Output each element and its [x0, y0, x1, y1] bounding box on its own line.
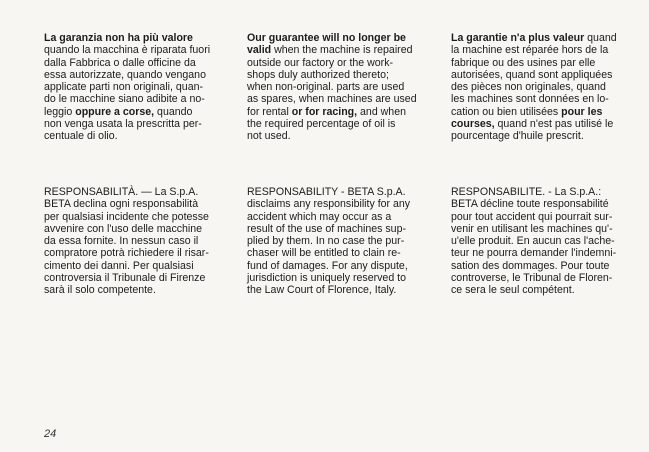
text-segment: applicate parti non originali, quan-	[44, 81, 204, 94]
text-segment: sation des dommages. Pour toute	[451, 259, 610, 272]
paragraph-line	[451, 235, 641, 247]
text-segment: essa autorizzate, quando vengano	[44, 68, 206, 81]
text-segment: result of the use of machines sup-	[247, 222, 406, 235]
text-segment: dalla Fabbrica o dalle officine da	[44, 56, 196, 69]
paragraph-line	[247, 186, 437, 198]
paragraph-line	[451, 57, 641, 69]
text-segment: leggio	[44, 105, 76, 118]
paragraph-line	[247, 211, 437, 223]
text-segment: shops duly authorized thereto;	[247, 68, 389, 81]
text-segment: and when	[357, 105, 406, 118]
text-segment: venir en utilisant les machines qu'-	[451, 222, 613, 235]
paragraph-line	[451, 69, 641, 81]
text-segment: outside our factory or the work-	[247, 56, 394, 69]
paragraph-line	[44, 44, 234, 56]
paragraph-line	[247, 223, 437, 235]
paragraph-line	[44, 130, 234, 142]
text-segment: u'elle produit. En aucun cas l'ache-	[451, 235, 615, 248]
paragraph-line	[44, 284, 234, 296]
paragraph-line	[247, 69, 437, 81]
paragraph-line	[247, 198, 437, 210]
text-segment: per qualsiasi incidente che potesse	[44, 210, 209, 223]
paragraph-line	[44, 223, 234, 235]
text-segment: centuale di olio.	[44, 130, 118, 143]
responsibility-french	[451, 186, 641, 297]
text-segment: cimento dei danni. Per qualsiasi	[44, 259, 194, 272]
text-segment: da essa fornite. In nessun caso il	[44, 235, 199, 248]
responsibility-italian	[44, 186, 234, 297]
paragraph-line	[247, 118, 437, 130]
text-segment: BETA declina ogni responsabilità	[44, 198, 199, 211]
text-segment: RESPONSABILITÀ. — La S.p.A.	[44, 186, 199, 198]
paragraph-line	[44, 81, 234, 93]
paragraph-line	[451, 93, 641, 105]
paragraph-line	[451, 118, 641, 130]
responsibility-english	[247, 186, 437, 297]
text-segment: teur ne pourra demander l'indemni-	[451, 247, 617, 260]
text-segment: accident which may occur as a	[247, 210, 392, 223]
paragraph-line	[247, 44, 437, 56]
warranty-english	[247, 32, 437, 143]
paragraph-line	[247, 284, 437, 296]
text-segment: BETA décline toute responsabilité	[451, 198, 609, 211]
text-segment: plied by them. In no case the pur-	[247, 235, 405, 248]
text-segment: controverse, le Tribunal de Floren-	[451, 272, 613, 285]
paragraph-line	[451, 211, 641, 223]
paragraph-line	[247, 272, 437, 284]
paragraph-line	[44, 272, 234, 284]
paragraph-line	[44, 186, 234, 198]
paragraph-line	[451, 272, 641, 284]
paragraph-line	[44, 106, 234, 118]
paragraph-line	[44, 93, 234, 105]
bold-text: valid	[247, 44, 272, 57]
text-segment: quando	[154, 105, 193, 118]
bold-text: La garantie n'a plus valeur	[451, 32, 585, 44]
bold-text: courses,	[451, 118, 495, 131]
bold-text: pour les	[561, 105, 603, 118]
paragraph-line	[44, 235, 234, 247]
paragraph-line	[247, 93, 437, 105]
paragraph-line	[247, 81, 437, 93]
text-segment: les machines sont données en lo-	[451, 93, 609, 106]
text-segment: sarà il solo competente.	[44, 284, 156, 297]
paragraph-line	[247, 247, 437, 259]
text-segment: avvenire con l'uso delle macchine	[44, 222, 203, 235]
text-segment: controversia il Tribunale di Firenze	[44, 272, 206, 285]
text-segment: des pièces non originales, quand	[451, 81, 606, 94]
text-segment: RESPONSABILITE. - La S.p.A.:	[451, 186, 602, 198]
bold-text: oppure a corse,	[75, 105, 155, 118]
text-segment: as spares, when machines are used	[247, 93, 417, 106]
text-segment: chaser will be entitled to clain re-	[247, 247, 401, 260]
paragraph-line	[451, 106, 641, 118]
text-segment: autorisées, quand sont appliquées	[451, 68, 613, 81]
paragraph-line	[451, 223, 641, 235]
text-segment: the required percentage of oil is	[247, 118, 396, 131]
text-segment: fund of damages. For any dispute,	[247, 259, 408, 272]
text-segment: quand	[584, 32, 617, 44]
paragraph-line	[247, 106, 437, 118]
text-segment: quand n'est pas utilisé le	[494, 118, 614, 131]
text-segment: la machine est réparée hors de la	[451, 44, 609, 57]
bold-text: Our guarantee will no longer be	[247, 32, 406, 44]
text-segment: not used.	[247, 130, 291, 143]
paragraph-line	[44, 211, 234, 223]
text-segment: RESPONSABILITY - BETA S.p.A.	[247, 186, 406, 198]
text-segment: non venga usata la prescritta per-	[44, 118, 202, 131]
text-segment: do le macchine siano adibite a no-	[44, 93, 205, 106]
text-segment: for rental	[247, 105, 292, 118]
paragraph-line	[44, 69, 234, 81]
paragraph-line	[451, 198, 641, 210]
paragraph-line	[44, 118, 234, 130]
paragraph-line	[451, 81, 641, 93]
paragraph-line	[451, 284, 641, 296]
paragraph-line	[247, 32, 437, 44]
warranty-italian	[44, 32, 234, 143]
text-segment: pourcentage d'huile prescrit.	[451, 130, 584, 143]
paragraph-line	[247, 57, 437, 69]
paragraph-line	[44, 32, 234, 44]
text-segment: jurisdiction is uniquely reserved to	[247, 272, 406, 285]
paragraph-line	[44, 198, 234, 210]
paragraph-line	[451, 260, 641, 272]
paragraph-line	[451, 44, 641, 56]
paragraph-line	[44, 247, 234, 259]
page-number: 24	[44, 428, 57, 440]
text-segment: when non-original. parts are used	[247, 81, 405, 94]
text-segment: quando la macchina è riparata fuori	[44, 44, 211, 57]
text-segment: disclaims any responsibility for any	[247, 198, 411, 211]
paragraph-line	[451, 130, 641, 142]
text-segment: ce sera le seul compétent.	[451, 284, 575, 297]
paragraph-line	[247, 235, 437, 247]
text-segment: cation ou bien utilisées	[451, 105, 562, 118]
paragraph-line	[451, 186, 641, 198]
text-segment: pour tout accident qui pourrait sur-	[451, 210, 613, 223]
paragraph-line	[451, 32, 641, 44]
text-segment: fabrique ou des usines par elle	[451, 56, 596, 69]
paragraph-line	[44, 260, 234, 272]
warranty-french	[451, 32, 641, 143]
bold-text: La garanzia non ha più valore	[44, 32, 193, 44]
paragraph-line	[247, 260, 437, 272]
text-segment: compratore potrà richiedere il risar-	[44, 247, 209, 260]
paragraph-line	[247, 130, 437, 142]
bold-text: or for racing,	[291, 105, 358, 118]
paragraph-line	[451, 247, 641, 259]
paragraph-line	[44, 57, 234, 69]
text-segment: the Law Court of Florence, Italy.	[247, 284, 397, 297]
text-segment: when the machine is repaired	[271, 44, 413, 57]
